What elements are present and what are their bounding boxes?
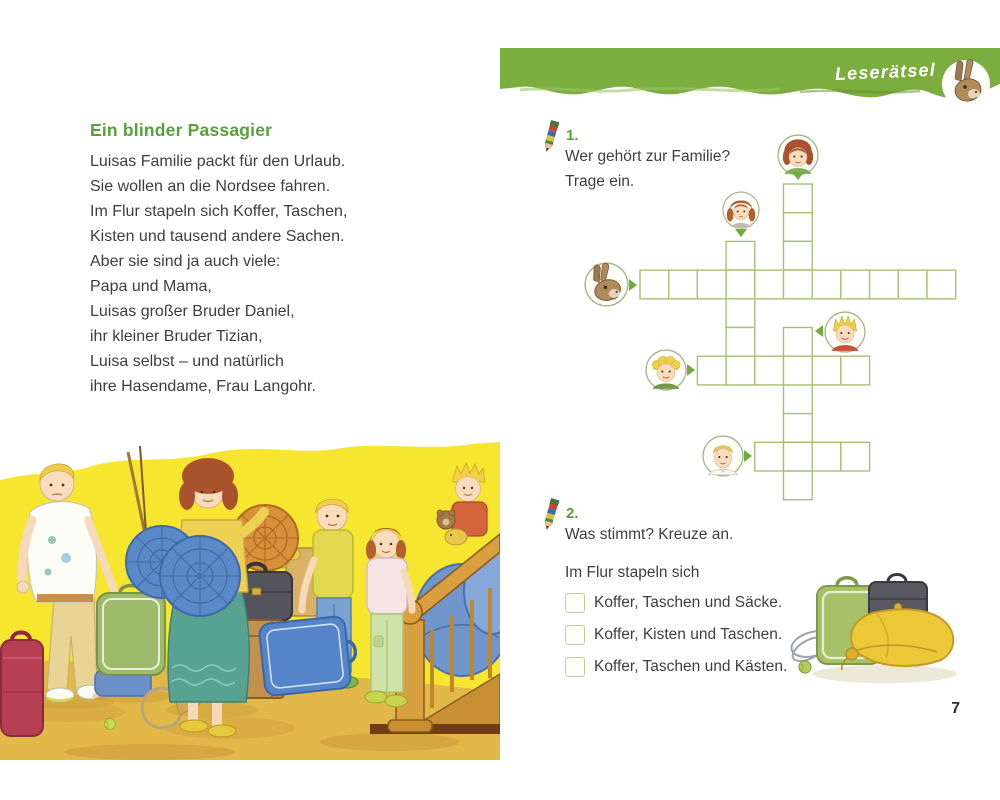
mama-icon: [777, 134, 819, 176]
exercise2-question: Was stimmt? Kreuze an.: [565, 526, 734, 543]
answer-label: Koffer, Taschen und Säcke.: [594, 593, 783, 611]
story-line: Luisas großer Bruder Daniel,: [90, 303, 295, 320]
clue-arrow-down: [735, 229, 747, 237]
crossword-cell[interactable]: [726, 299, 755, 328]
pencil-icon: [539, 497, 563, 531]
crossword-cell[interactable]: [726, 241, 755, 270]
crossword-cell[interactable]: [784, 184, 813, 213]
answer-label: Koffer, Taschen und Kästen.: [594, 657, 788, 675]
crossword-cell[interactable]: [898, 270, 927, 299]
crossword-cell[interactable]: [784, 414, 813, 443]
clue-arrow-right: [744, 450, 752, 462]
story-line: Luisa selbst – und natürlich: [90, 353, 284, 370]
crossword-cell[interactable]: [640, 270, 669, 299]
exercise1-instruction: Trage ein.: [565, 173, 635, 190]
clue-arrow-right: [629, 279, 637, 291]
story-line: Im Flur stapeln sich Koffer, Taschen,: [90, 203, 348, 220]
story-text: [90, 149, 347, 399]
crossword-cell[interactable]: [784, 442, 813, 471]
answer-option: [565, 592, 782, 613]
page-number: 7: [951, 700, 960, 717]
crossword-cell[interactable]: [784, 385, 813, 414]
daniel-icon: [645, 349, 687, 391]
crossword-cell[interactable]: [841, 270, 870, 299]
banner-label: Leserätsel: [834, 59, 937, 85]
clue-arrow-down: [792, 172, 804, 180]
exercise1-number: 1.: [566, 127, 579, 144]
crossword-cell[interactable]: [726, 328, 755, 357]
clue-arrow-left: [815, 325, 823, 337]
crossword-cell[interactable]: [755, 356, 784, 385]
crossword-grid: [639, 183, 959, 503]
answer-checkbox[interactable]: [565, 625, 585, 645]
crossword-cell[interactable]: [784, 471, 813, 500]
crossword-cell[interactable]: [726, 356, 755, 385]
crossword-cell[interactable]: [841, 356, 870, 385]
family-packing-illustration: [0, 440, 500, 760]
frau-langohr-icon: [584, 262, 629, 307]
clue-arrow-right: [687, 364, 695, 376]
crossword-cell[interactable]: [726, 270, 755, 299]
story-line: Luisas Familie packt für den Urlaub.: [90, 153, 346, 170]
crossword-cell[interactable]: [784, 270, 813, 299]
crossword-cell[interactable]: [669, 270, 698, 299]
exercise2-stem: Im Flur stapeln sich: [565, 564, 700, 581]
answer-label: Koffer, Kisten und Taschen.: [594, 625, 783, 643]
crossword-cell[interactable]: [784, 356, 813, 385]
story-line: Sie wollen an die Nordsee fahren.: [90, 178, 331, 195]
crossword-cell[interactable]: [870, 270, 899, 299]
answer-option: [565, 656, 787, 677]
crossword-cell[interactable]: [841, 442, 870, 471]
exercise1-question: Wer gehört zur Familie?: [565, 148, 731, 165]
crossword-cell[interactable]: [697, 356, 726, 385]
crossword-cell[interactable]: [812, 442, 841, 471]
papa-icon: [702, 435, 744, 477]
pencil-icon: [539, 119, 563, 153]
luggage-illustration: [785, 552, 980, 697]
answer-checkbox[interactable]: [565, 657, 585, 677]
story-line: Aber sie sind ja auch viele:: [90, 253, 281, 270]
exercise2-number: 2.: [566, 505, 579, 522]
story-line: ihr kleiner Bruder Tizian,: [90, 328, 263, 345]
crossword-cell[interactable]: [784, 328, 813, 357]
luisa-icon: [722, 191, 760, 229]
crossword-cell[interactable]: [755, 270, 784, 299]
answer-checkbox[interactable]: [565, 593, 585, 613]
crossword-cell[interactable]: [784, 213, 813, 242]
crossword-cell[interactable]: [784, 241, 813, 270]
crossword-cell[interactable]: [927, 270, 956, 299]
rabbit-badge-icon: [941, 59, 991, 109]
story-title: Ein blinder Passagier: [90, 120, 273, 140]
crossword-cell[interactable]: [812, 356, 841, 385]
tizian-icon: [824, 311, 866, 353]
crossword-cell[interactable]: [697, 270, 726, 299]
story-line: ihre Hasendame, Frau Langohr.: [90, 378, 316, 395]
story-line: Kisten und tausend andere Sachen.: [90, 228, 345, 245]
story-line: Papa und Mama,: [90, 278, 212, 295]
answer-option: [565, 624, 782, 645]
crossword-cell[interactable]: [812, 270, 841, 299]
crossword-cell[interactable]: [755, 442, 784, 471]
